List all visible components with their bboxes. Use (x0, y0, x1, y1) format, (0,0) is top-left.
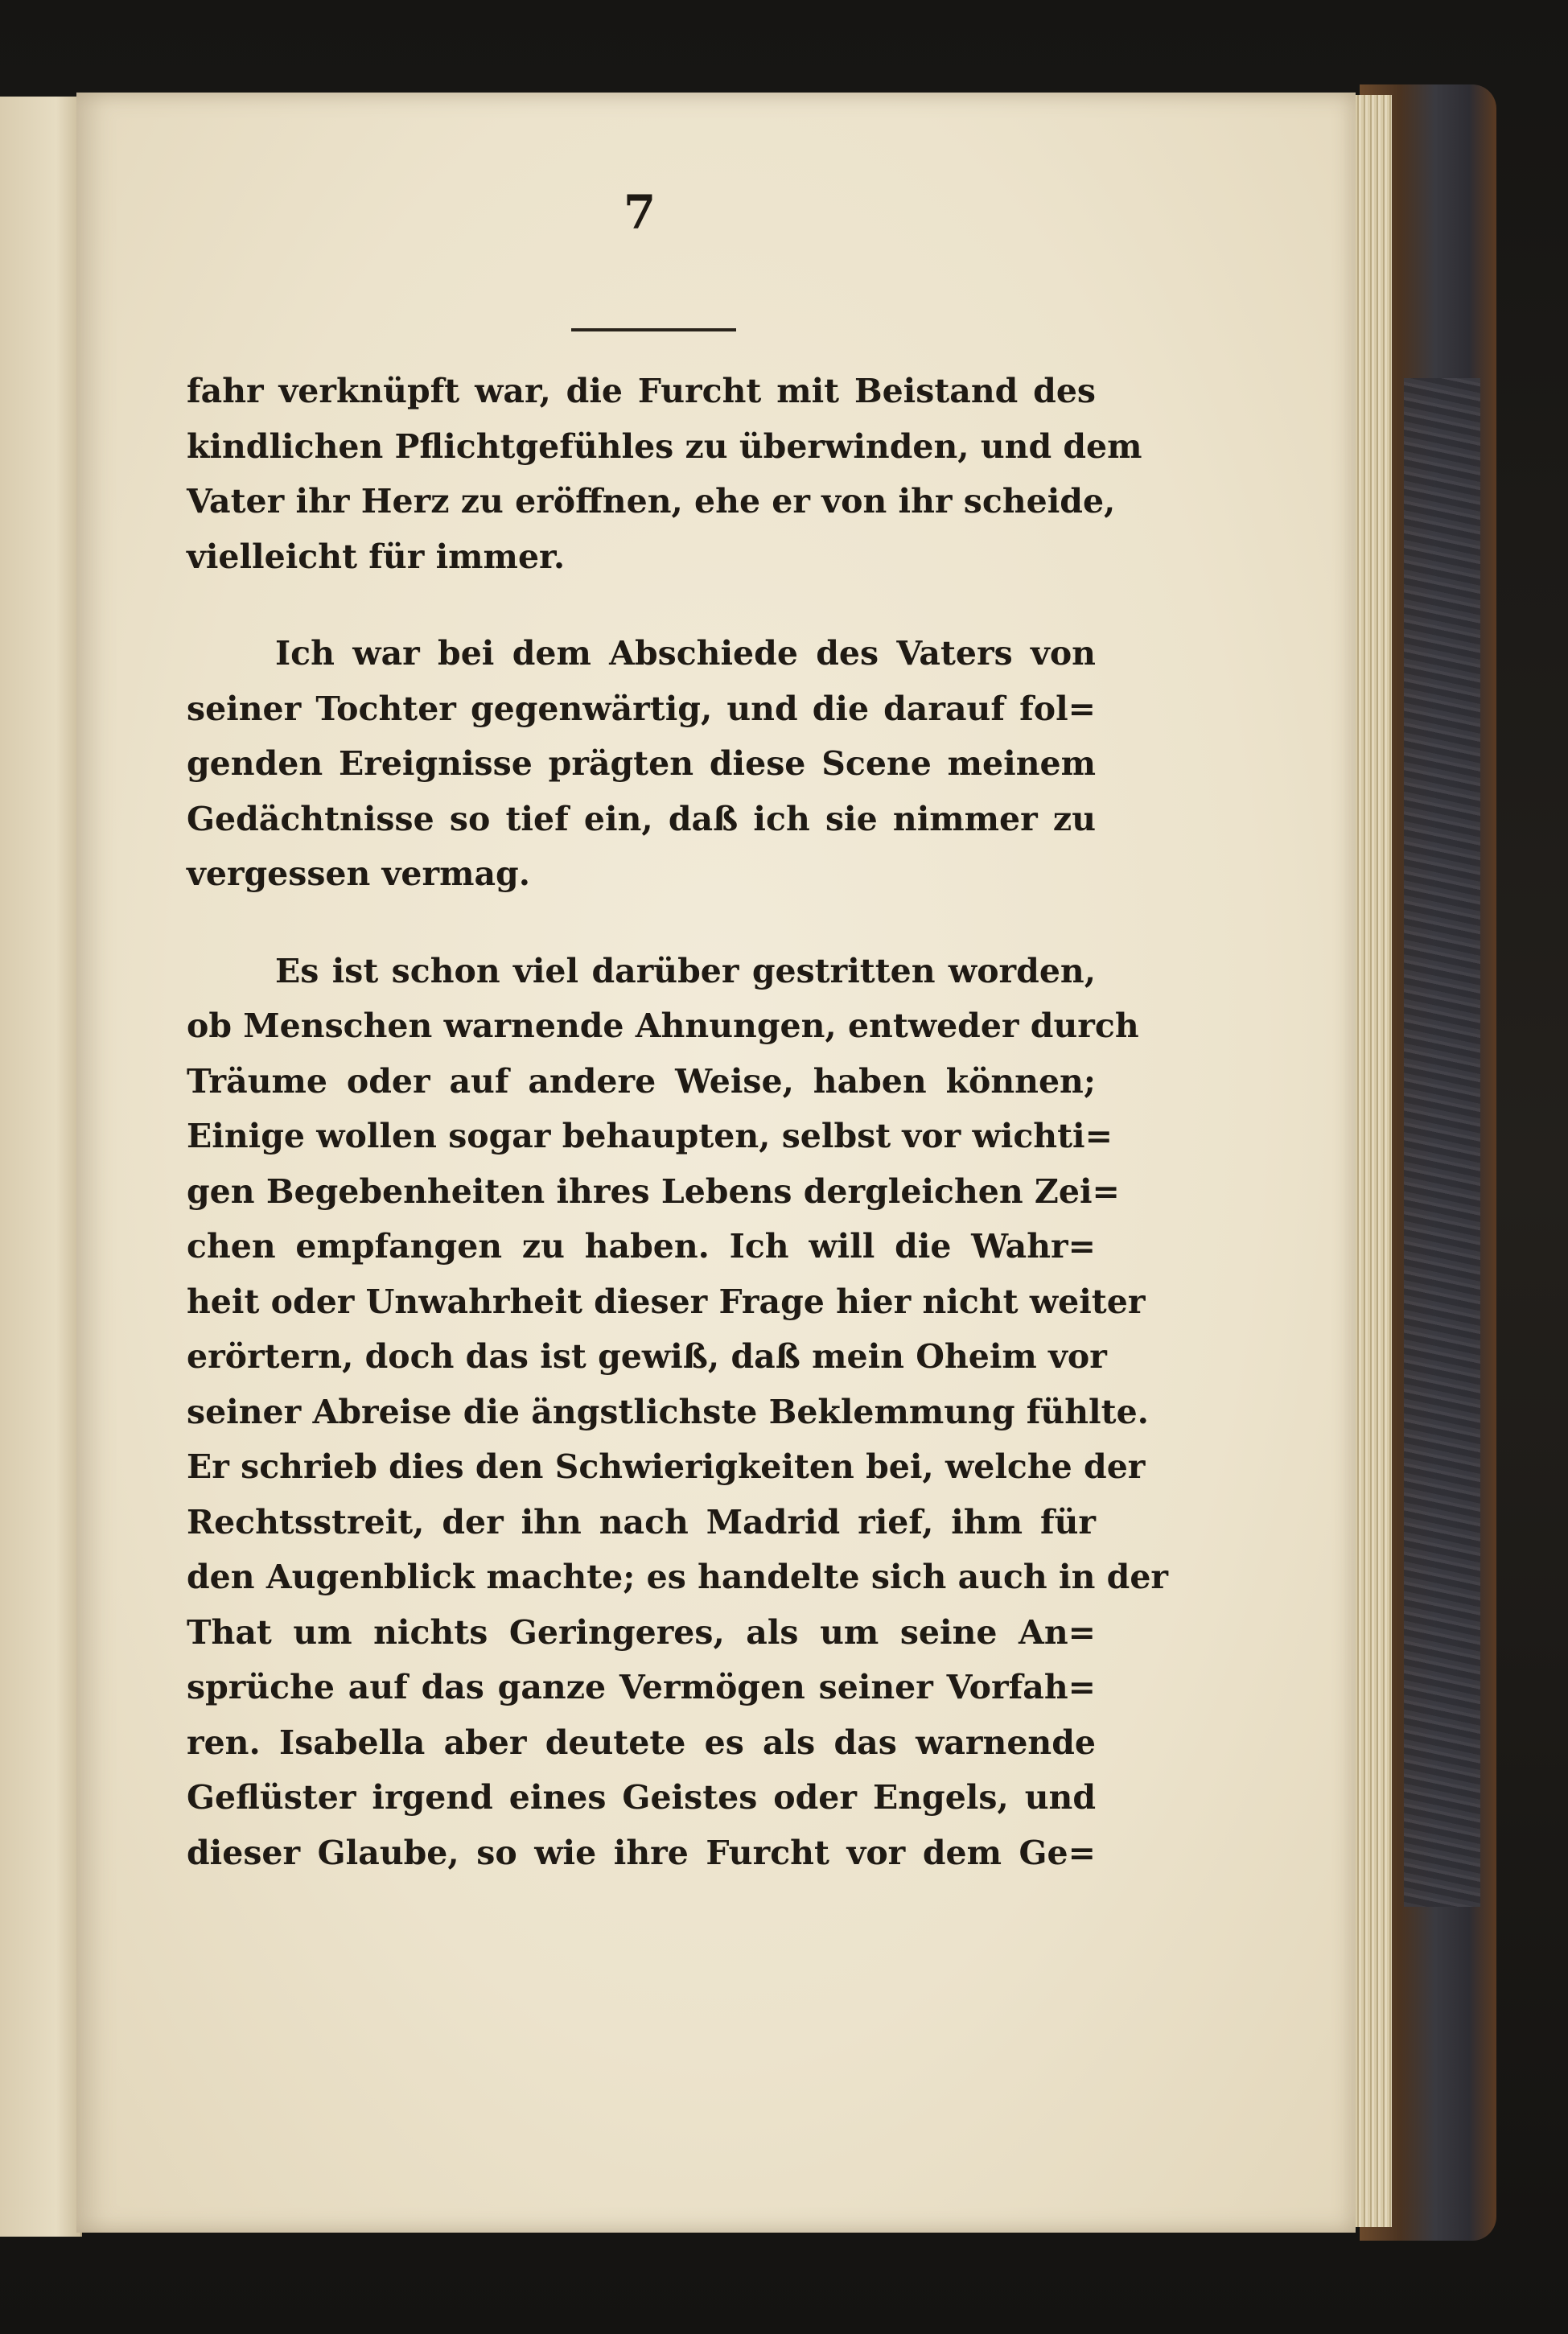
page-number: 7 (623, 185, 656, 240)
text-line: sprüche auf das ganze Vermögen seiner Vorfah= (187, 1668, 1096, 1706)
paragraph-1 (187, 364, 1142, 584)
text-line: ob Menschen warnende Ahnungen, entweder durch (187, 1006, 1139, 1045)
text-line: den Augenblick machte; es handelte sich auch in der (187, 1558, 1169, 1596)
text-line: gen Begebenheiten ihres Lebens dergleichen Zei= (187, 1171, 1120, 1211)
body-text (187, 364, 1169, 1880)
text-line: seiner Tochter gegenwärtig, und die darauf fol= (187, 689, 1096, 728)
text-line: ren. Isabella aber deutete es als das warnende (187, 1723, 1096, 1762)
marbled-cover-board (1404, 378, 1480, 1907)
text-line: Geflüster irgend eines Geistes oder Engels, und (187, 1778, 1096, 1817)
header-rule (571, 328, 736, 331)
text-line: Es ist schon viel darüber gestritten worden, (275, 951, 1096, 990)
text-line: Ich war bei dem Abschiede des Vaters von (275, 634, 1096, 673)
text-line: vielleicht für immer. (187, 537, 566, 576)
text-line: erörtern, doch das ist gewiß, daß mein Oheim vor (187, 1337, 1107, 1376)
paragraph-3 (187, 944, 1169, 1881)
paragraph-2 (187, 626, 1096, 902)
text-line: seiner Abreise die ängstlichste Beklemmung fühlte. (187, 1392, 1149, 1431)
text-line: kindlichen Pflichtgefühles zu überwinden, und dem (187, 426, 1142, 466)
text-line: fahr verknüpft war, die Furcht mit Beistand des (187, 372, 1096, 410)
facing-page-edge (0, 97, 82, 2237)
text-line: genden Ereignisse prägten diese Scene meinem (187, 744, 1096, 783)
text-line: Rechtsstreit, der ihn nach Madrid rief, ihm für (187, 1502, 1096, 1542)
text-line: chen empfangen zu haben. Ich will die Wahr= (187, 1227, 1096, 1266)
text-line: Träume oder auf andere Weise, haben können; (187, 1061, 1096, 1101)
text-line: vergessen vermag. (187, 854, 530, 893)
text-line: dieser Glaube, so wie ihre Furcht vor dem Ge= (187, 1833, 1096, 1872)
text-line: heit oder Unwahrheit dieser Frage hier nicht weiter (187, 1282, 1146, 1321)
text-line: Vater ihr Herz zu eröffnen, ehe er von ihr scheide, (187, 482, 1116, 521)
text-line: That um nichts Geringeres, als um seine An= (187, 1612, 1096, 1652)
text-line: Er schrieb dies den Schwierigkeiten bei, welche der (187, 1447, 1146, 1486)
text-line: Einige wollen sogar behaupten, selbst vor wichti= (187, 1117, 1113, 1155)
text-line: Gedächtnisse so tief ein, daß ich sie nimmer zu (187, 799, 1096, 838)
